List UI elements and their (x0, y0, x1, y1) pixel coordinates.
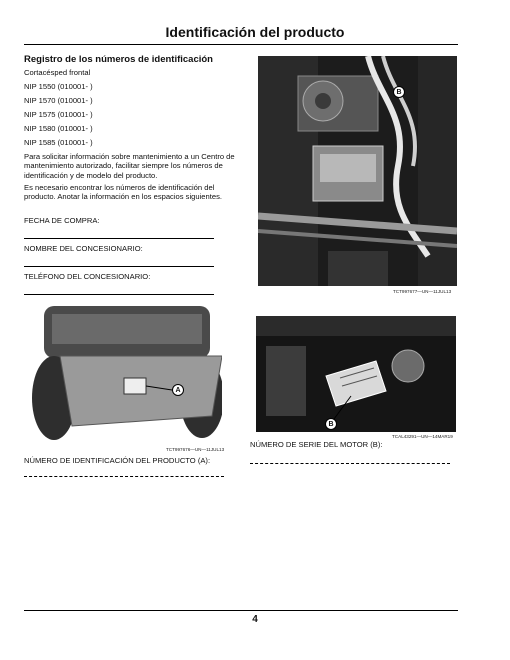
dealer-phone-label: TELÉFONO DEL CONCESIONARIO: (24, 272, 151, 281)
callout-b-plate: B (325, 418, 337, 430)
section-subtitle: Cortacésped frontal (24, 68, 91, 77)
engine-serial-line (250, 463, 450, 465)
dealer-name-line (24, 266, 214, 267)
dealer-phone-line (24, 294, 214, 295)
product-id-label: NÚMERO DE IDENTIFICACIÓN DEL PRODUCTO (A): (24, 456, 211, 465)
engine-plate-caption: TCAL43291—UN—14MAR19 (392, 434, 453, 439)
purchase-date-label: FECHA DE COMPRA: (24, 216, 100, 225)
header-rule (24, 44, 458, 45)
dealer-name-label: NOMBRE DEL CONCESIONARIO: (24, 244, 143, 253)
product-id-line (24, 476, 224, 478)
section-title: Registro de los números de identificación (24, 54, 213, 65)
model-line: NIP 1580 (010001- ) (24, 124, 93, 133)
instruction-paragraph: Es necesario encontrar los números de identificación del producto. Anotar la información en los espacios siguientes. (24, 183, 222, 202)
info-paragraph: Para solicitar información sobre mantenimiento a un Centro de mantenimiento autorizado, facilitar siempre los números de identificación y de modelo del producto. (24, 152, 235, 180)
model-line: NIP 1570 (010001- ) (24, 96, 93, 105)
model-line: NIP 1585 (010001- ) (24, 138, 93, 147)
footer-rule (24, 610, 458, 611)
model-line: NIP 1550 (010001- ) (24, 82, 93, 91)
model-line: NIP 1575 (010001- ) (24, 110, 93, 119)
engine-plate-photo (256, 316, 456, 432)
engine-top-photo (258, 56, 457, 286)
callout-a-plate: A (172, 384, 184, 396)
engine-serial-label: NÚMERO DE SERIE DEL MOTOR (B): (250, 440, 383, 449)
page-number: 4 (252, 614, 258, 625)
mower-rear-caption: TCT997676—UN—11JUL13 (166, 447, 225, 452)
purchase-date-line (24, 238, 214, 239)
mower-rear-photo (32, 306, 222, 440)
engine-top-caption: TCT997677—UN—11JUL13 (393, 289, 452, 294)
callout-b-engine: B (393, 86, 405, 98)
page-title: Identificación del producto (165, 24, 345, 40)
